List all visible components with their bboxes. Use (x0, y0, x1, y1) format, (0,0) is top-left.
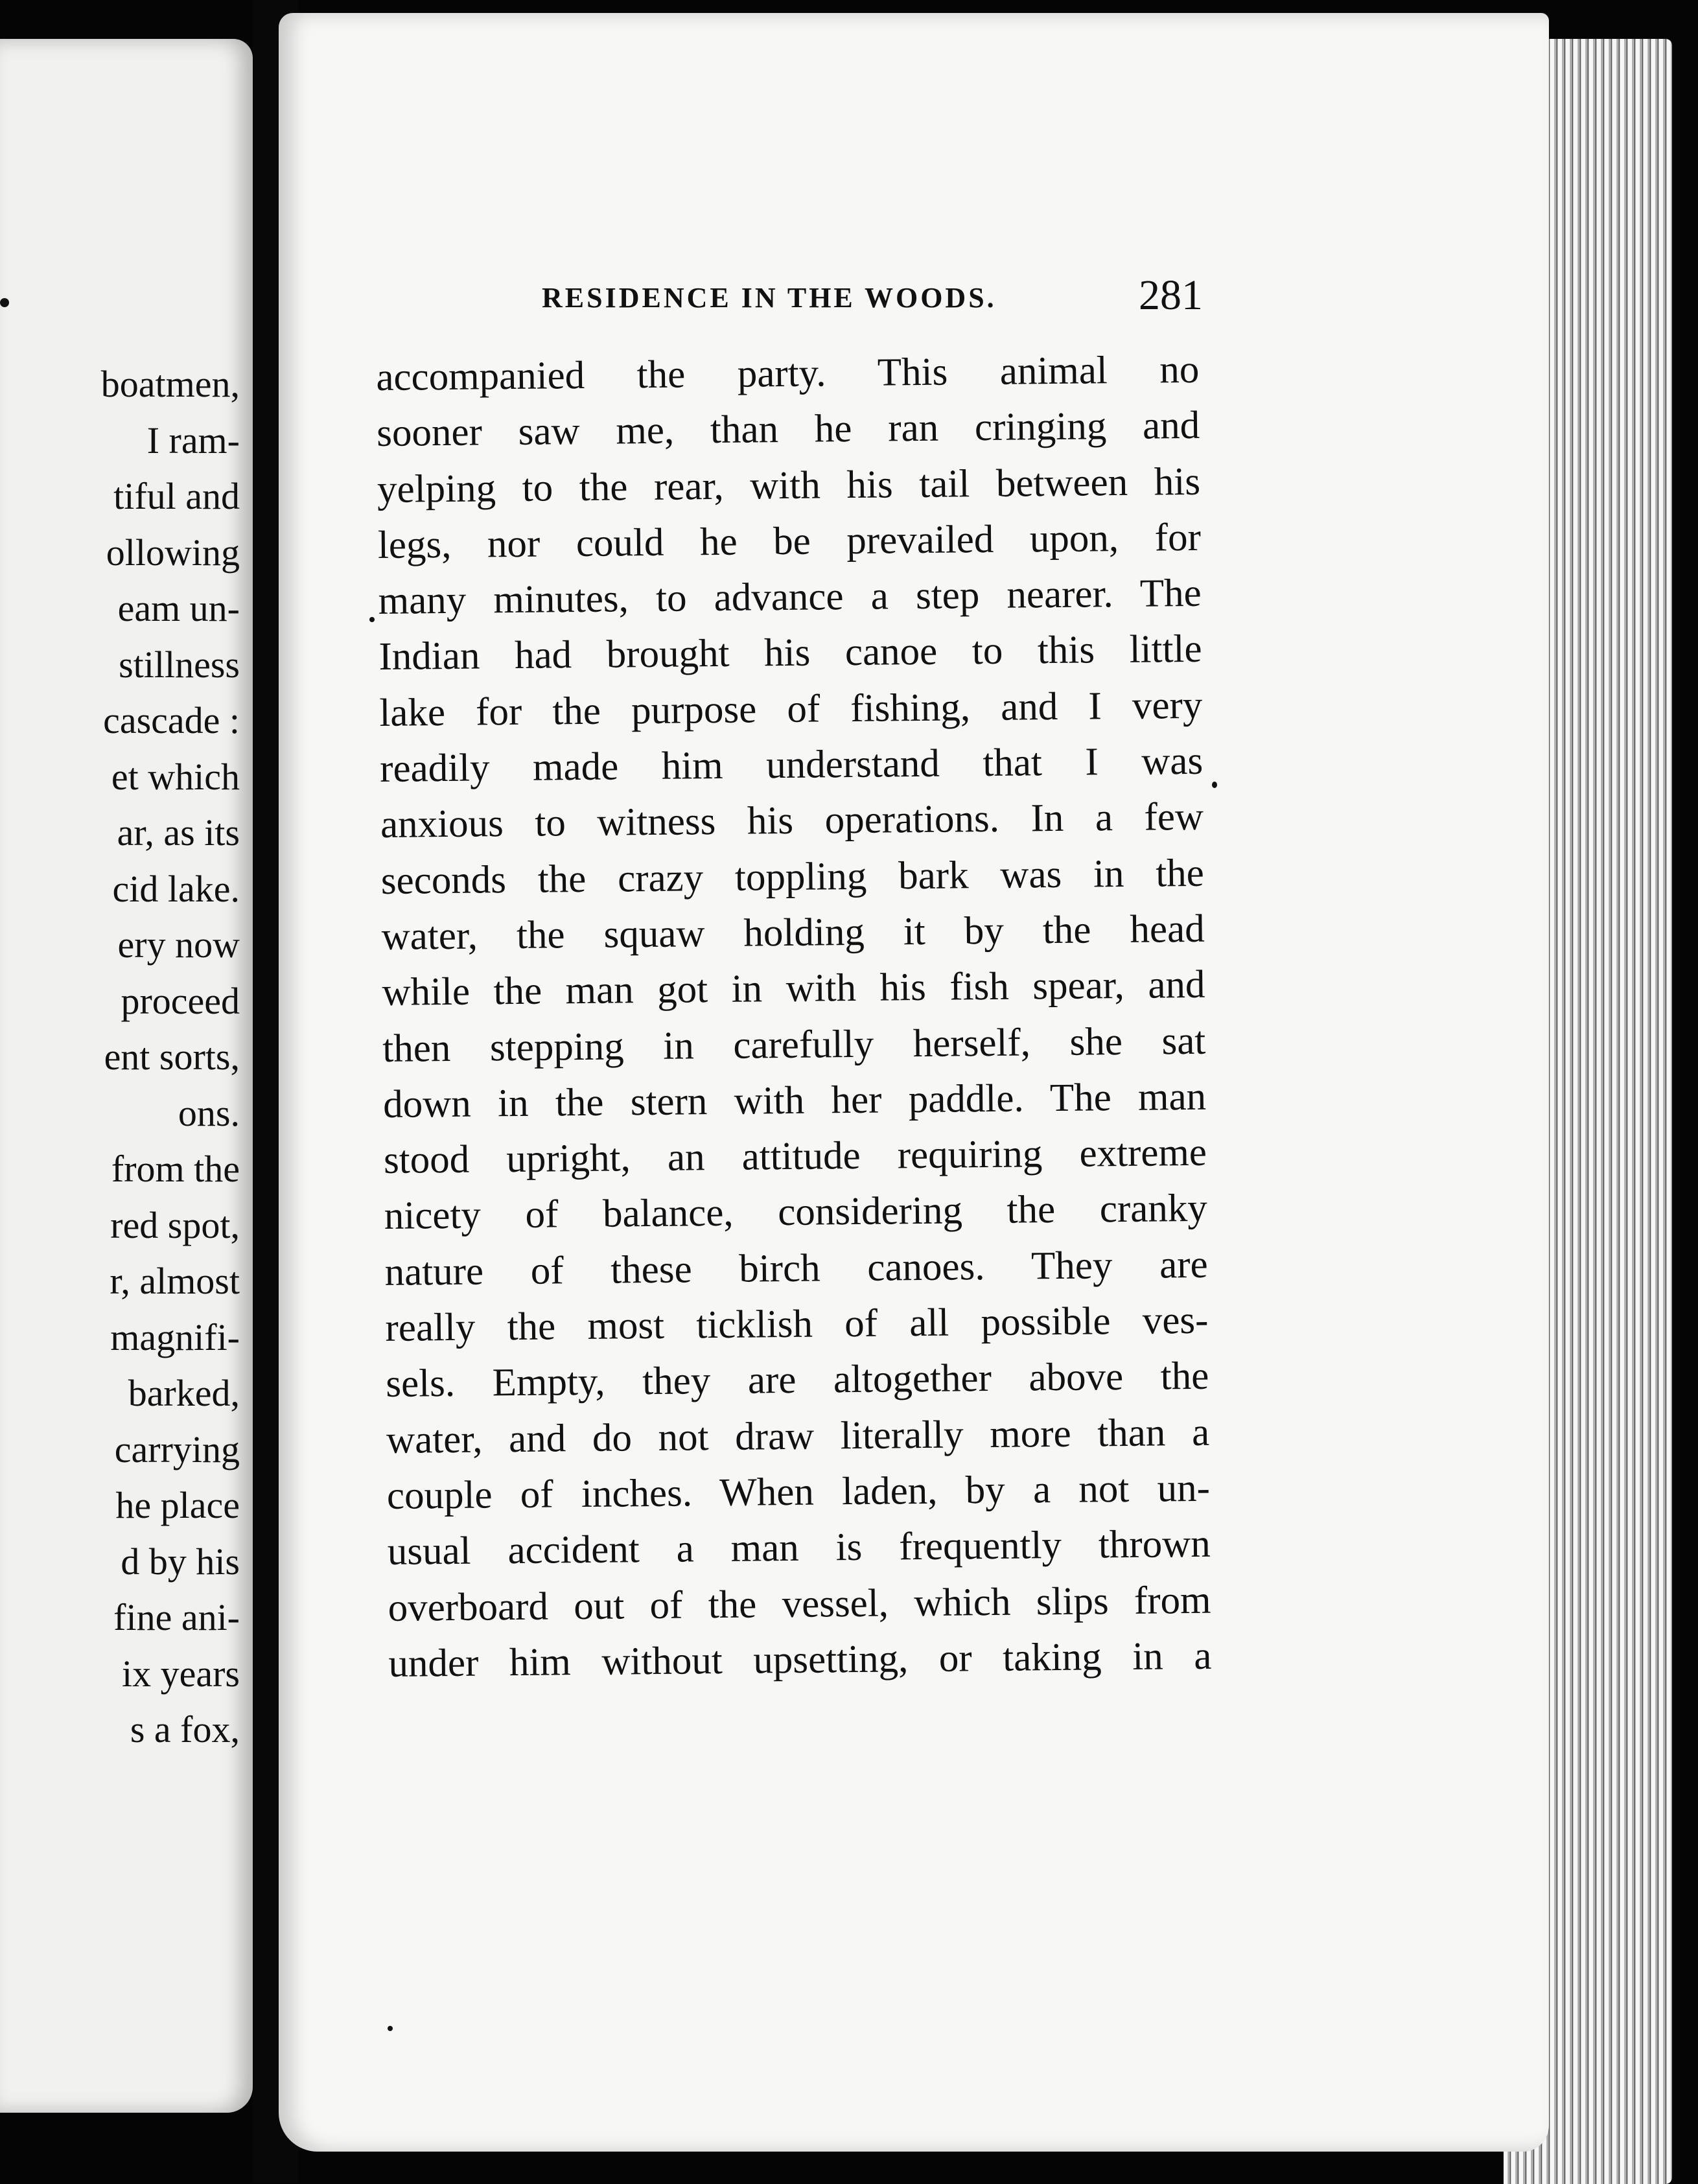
text-line: barked, (128, 1372, 240, 1414)
text-line: anxious to witness his operations. In a few (380, 795, 1204, 847)
text-line: under him without upsetting, or taking in a (388, 1634, 1212, 1686)
page-number: 281 (1139, 272, 1203, 319)
text-line: red spot, (110, 1203, 240, 1246)
left-page (0, 39, 253, 2113)
text-line: accompanied the party. This animal no (376, 347, 1200, 399)
text-line: tiful and (113, 475, 240, 517)
text-line: stood upright, an attitude requiring extreme (383, 1130, 1207, 1183)
text-line: ery now (117, 924, 240, 966)
text-line: from the (111, 1148, 240, 1190)
text-line: ent sorts, (104, 1036, 240, 1078)
ink-speck (369, 617, 375, 622)
text-line: ar, as its (117, 811, 240, 854)
text-line: overboard out of the vessel, which slips from (388, 1578, 1211, 1630)
text-line: carrying (114, 1428, 240, 1470)
text-line: ollowing (106, 531, 240, 574)
text-line: really the most ticklish of all possible ves- (385, 1298, 1209, 1350)
text-line: nicety of balance, considering the cranky (384, 1187, 1208, 1238)
text-line: many minutes, to advance a step nearer. The (378, 571, 1202, 623)
text-line: cid lake. (112, 867, 240, 910)
text-line: r, almost (110, 1260, 240, 1302)
text-line: Indian had brought his canoe to this little (378, 627, 1202, 679)
text-line: yelping to the rear, with his tail between his (377, 459, 1201, 511)
text-line: stillness (119, 643, 240, 686)
text-line: eam un- (117, 587, 240, 629)
running-head: RESIDENCE IN THE WOODS. (542, 282, 997, 314)
text-line: s a fox, (130, 1708, 240, 1750)
text-line: d by his (121, 1540, 240, 1583)
text-line: boatmen, (100, 363, 240, 405)
text-line: while the man got in with his fish spear, and (382, 963, 1205, 1015)
text-line: then stepping in carefully herself, she sat (382, 1019, 1206, 1071)
text-line: water, and do not draw literally more than a (386, 1410, 1210, 1462)
text-line: sels. Empty, they are altogether above the (385, 1354, 1209, 1406)
text-line: ix years (122, 1652, 240, 1695)
ink-dot (0, 298, 9, 307)
page-header (542, 271, 1203, 323)
text-line: sooner saw me, than he ran cringing and (376, 404, 1200, 456)
text-line: I ram- (146, 419, 240, 461)
text-line: et which (111, 755, 240, 798)
text-line: legs, nor could he be prevailed upon, for (377, 515, 1202, 567)
ink-speck (388, 2026, 393, 2031)
text-line: seconds the crazy toppling bark was in the (380, 851, 1205, 903)
text-line: lake for the purpose of fishing, and I very (379, 683, 1203, 735)
text-line: nature of these birch canoes. They are (384, 1242, 1208, 1294)
text-line: usual accident a man is frequently thrown (387, 1522, 1211, 1574)
text-line: down in the stern with her paddle. The man (382, 1075, 1207, 1126)
text-line: cascade : (103, 699, 240, 741)
body-text (376, 342, 1212, 1692)
ink-speck (1212, 782, 1217, 788)
text-line: fine ani- (113, 1596, 240, 1638)
text-line: magnifi- (110, 1316, 240, 1358)
text-line: ons. (178, 1091, 240, 1134)
text-line: proceed (121, 979, 240, 1022)
text-line: readily made him understand that I was (379, 739, 1204, 791)
text-line: he place (115, 1484, 240, 1526)
text-line: water, the squaw holding it by the head (381, 907, 1205, 958)
left-page-text (0, 356, 240, 1758)
text-line: couple of inches. When laden, by a not un- (386, 1466, 1211, 1518)
